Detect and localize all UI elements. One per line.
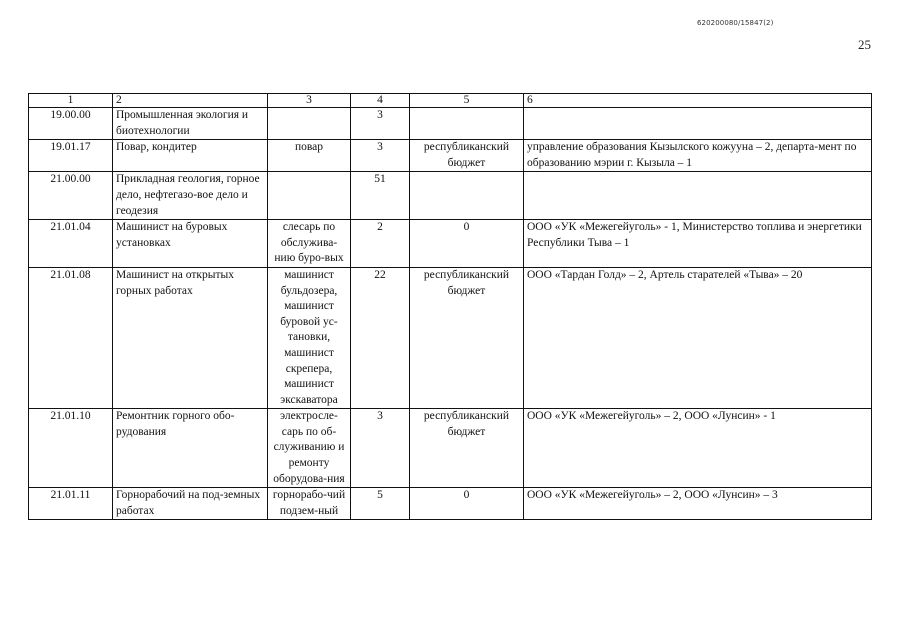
cell-employers: [524, 172, 872, 220]
cell-funding: [410, 172, 524, 220]
cell-employers: [524, 108, 872, 140]
cell-name: Прикладная геология, горное дело, нефтегазо-вое дело и геодезия: [113, 172, 268, 220]
cell-count: 3: [351, 140, 410, 172]
cell-code: 19.00.00: [29, 108, 113, 140]
cell-funding: республиканский бюджет: [410, 409, 524, 488]
cell-employers: управление образования Кызылского кожууна – 2, департа-мент по образованию мэрии г. Кызыла – 1: [524, 140, 872, 172]
column-header: 5: [410, 94, 524, 108]
cell-count: 2: [351, 220, 410, 268]
cell-code: 21.01.08: [29, 267, 113, 408]
table-row: [29, 172, 872, 220]
cell-employers: ООО «УК «Межегейуголь» - 1, Министерство топлива и энергетики Республики Тыва – 1: [524, 220, 872, 268]
data-table: [28, 93, 872, 520]
cell-qualification: повар: [268, 140, 351, 172]
cell-employers: ООО «Тардан Голд» – 2, Артель старателей «Тыва» – 20: [524, 267, 872, 408]
cell-name: Машинист на открытых горных работах: [113, 267, 268, 408]
cell-count: 22: [351, 267, 410, 408]
table-row: [29, 140, 872, 172]
cell-code: 21.01.04: [29, 220, 113, 268]
column-header: 6: [524, 94, 872, 108]
cell-code: 19.01.17: [29, 140, 113, 172]
column-header: 1: [29, 94, 113, 108]
column-header: 4: [351, 94, 410, 108]
cell-count: 3: [351, 108, 410, 140]
cell-employers: ООО «УК «Межегейуголь» – 2, ООО «Лунсин» - 1: [524, 409, 872, 488]
cell-name: Ремонтник горного обо-рудования: [113, 409, 268, 488]
cell-funding: республиканский бюджет: [410, 140, 524, 172]
cell-qualification: горнорабо-чий подзем-ный: [268, 488, 351, 520]
cell-qualification: машинист бульдозера, машинист буровой ус-тановки, машинист скрепера, машинист экскаватора: [268, 267, 351, 408]
table-row: [29, 108, 872, 140]
cell-name: Повар, кондитер: [113, 140, 268, 172]
table-header-row: [29, 94, 872, 108]
cell-qualification: [268, 108, 351, 140]
cell-qualification: [268, 172, 351, 220]
cell-name: Горнорабочий на под-земных работах: [113, 488, 268, 520]
cell-count: 5: [351, 488, 410, 520]
table-row: [29, 409, 872, 488]
cell-funding: 0: [410, 220, 524, 268]
cell-qualification: слесарь по обслужива-нию буро-вых: [268, 220, 351, 268]
table-row: [29, 267, 872, 408]
cell-funding: [410, 108, 524, 140]
cell-count: 51: [351, 172, 410, 220]
cell-name: Промышленная экология и биотехнологии: [113, 108, 268, 140]
column-header: 3: [268, 94, 351, 108]
cell-code: 21.00.00: [29, 172, 113, 220]
cell-employers: ООО «УК «Межегейуголь» – 2, ООО «Лунсин» – 3: [524, 488, 872, 520]
cell-code: 21.01.11: [29, 488, 113, 520]
cell-count: 3: [351, 409, 410, 488]
cell-name: Машинист на буровых установках: [113, 220, 268, 268]
table-row: [29, 488, 872, 520]
table-row: [29, 220, 872, 268]
column-header: 2: [113, 94, 268, 108]
cell-code: 21.01.10: [29, 409, 113, 488]
cell-qualification: электросле-сарь по об-служиванию и ремонту оборудова-ния: [268, 409, 351, 488]
cell-funding: 0: [410, 488, 524, 520]
cell-funding: республиканский бюджет: [410, 267, 524, 408]
page-number: 25: [858, 37, 871, 52]
document-id: 620200080/15847(2): [697, 19, 774, 27]
